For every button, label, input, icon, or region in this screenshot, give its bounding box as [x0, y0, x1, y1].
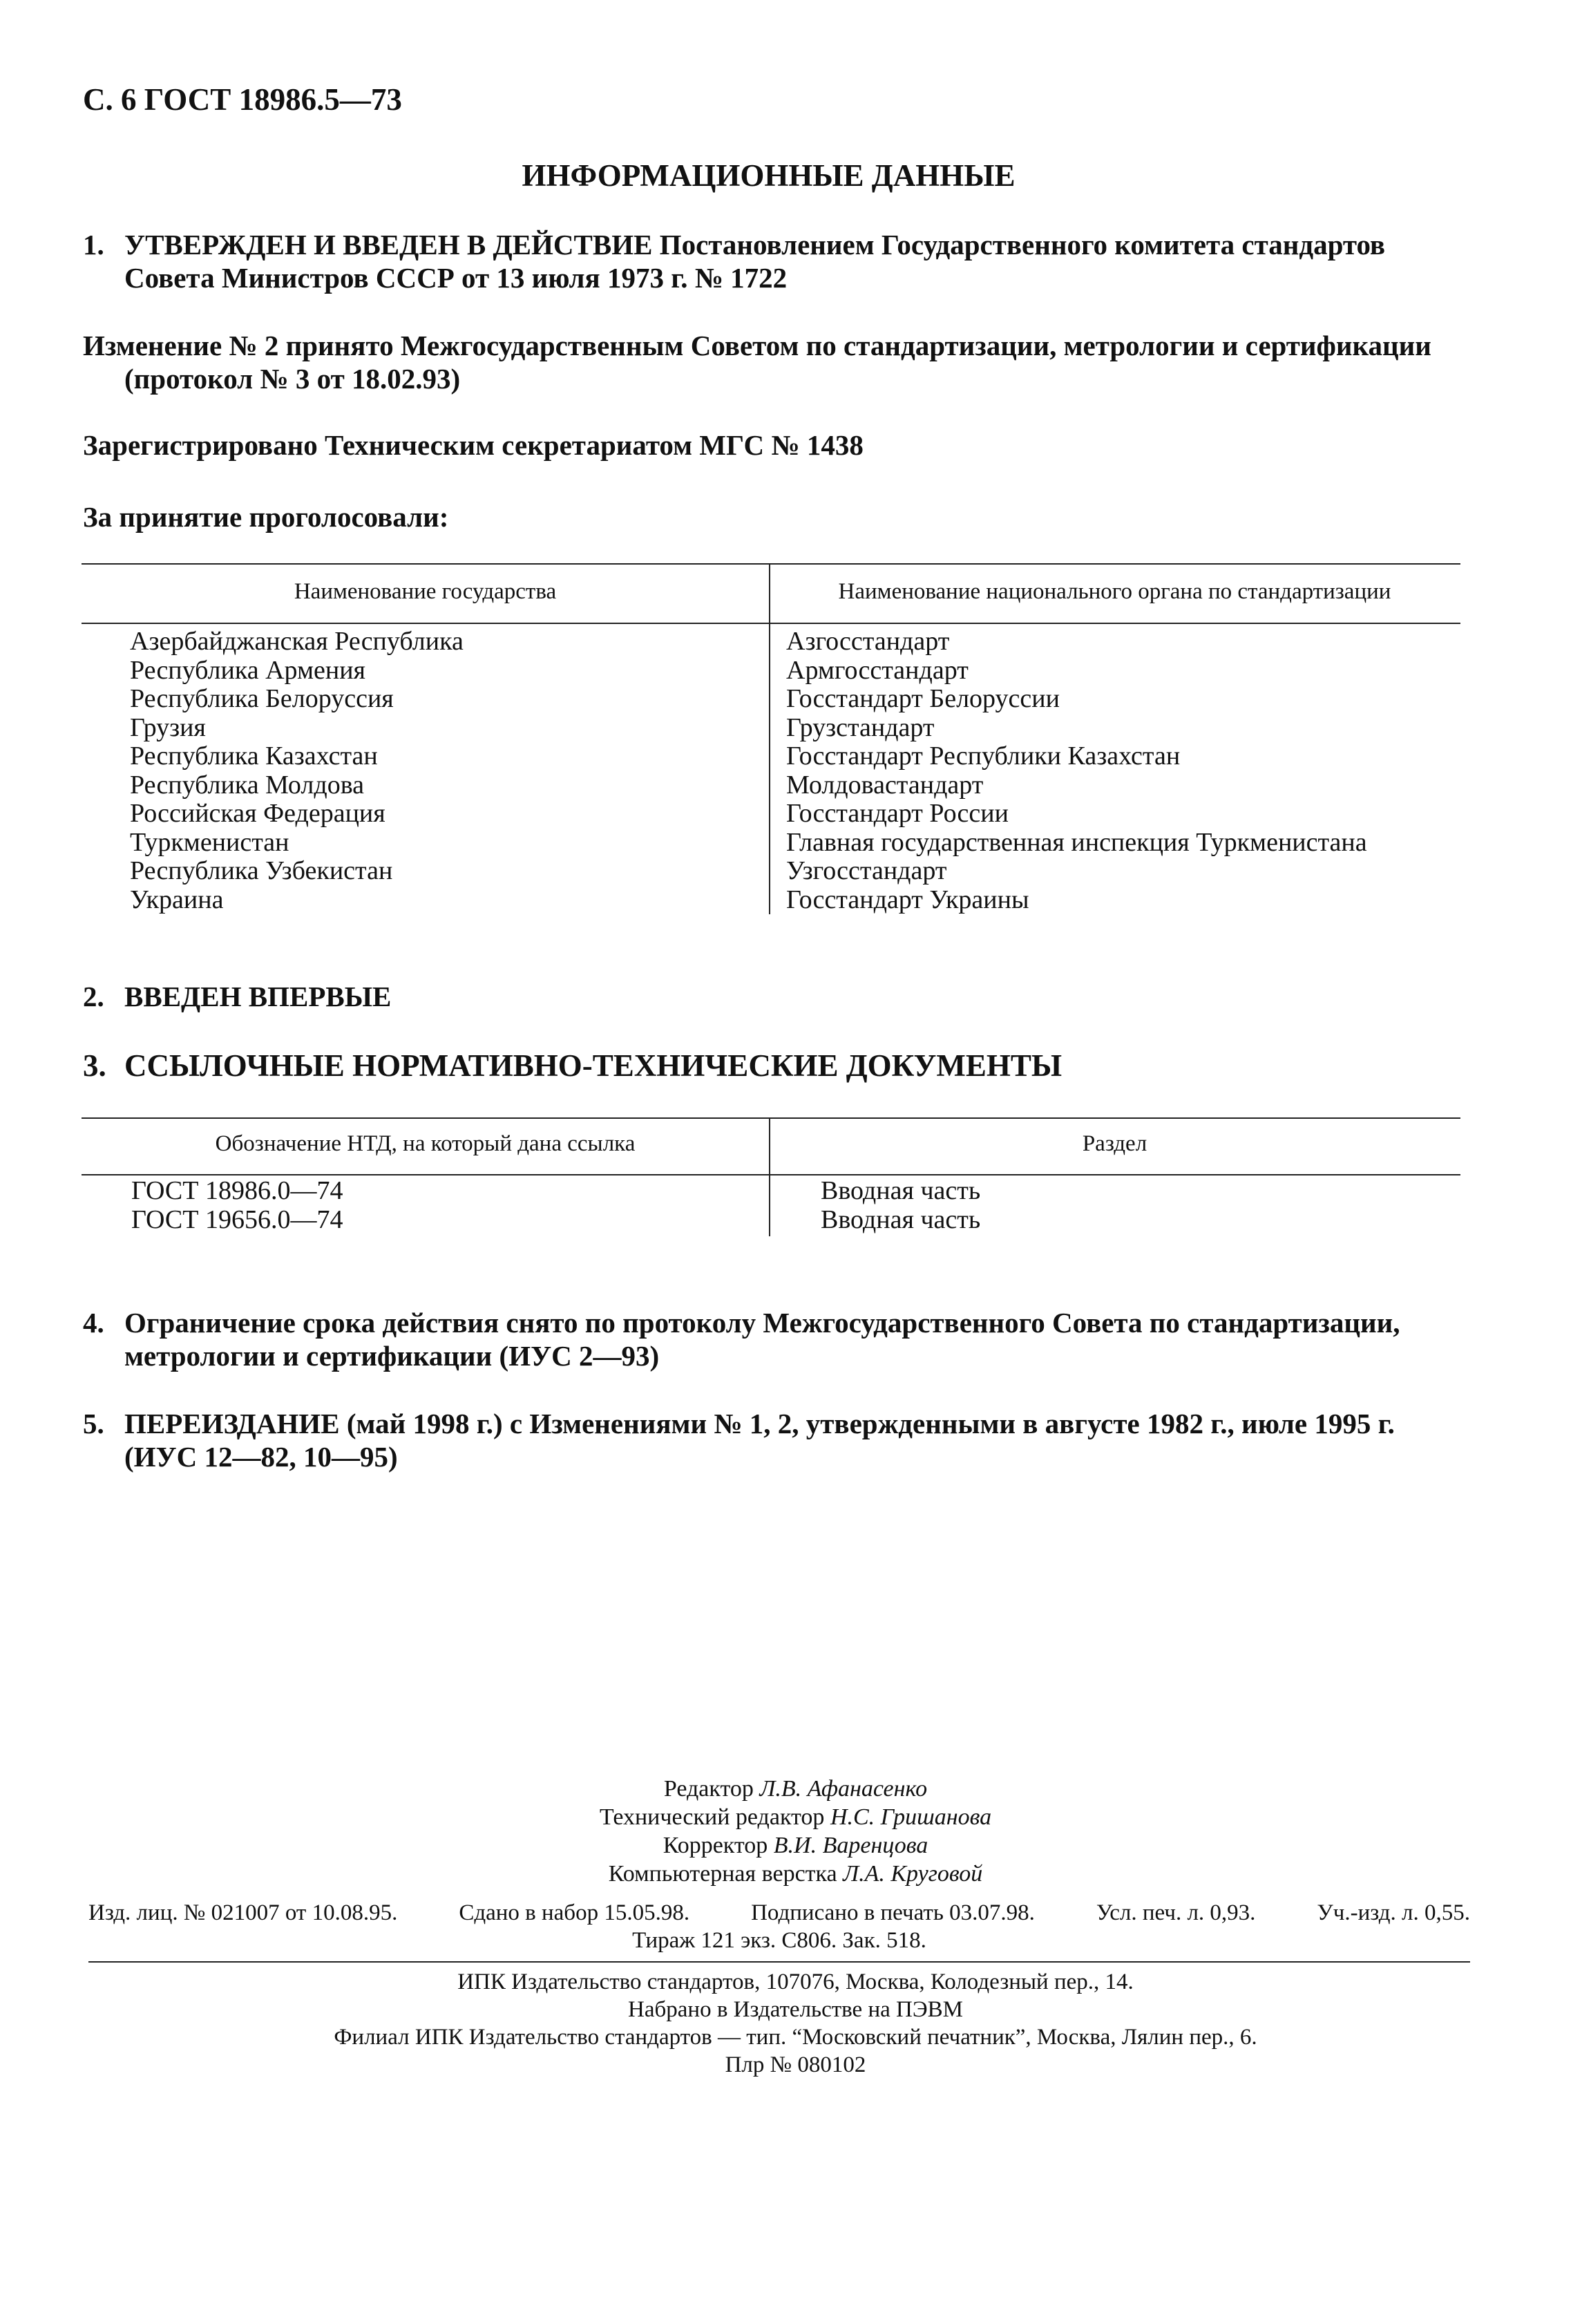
item-text: УТВЕРЖДЕН И ВВЕДЕН В ДЕЙСТВИЕ Постановлением Государственного комитета стандартов Совета Министров СССР от 13 июля 1973 г. № 1722: [124, 229, 1386, 294]
publisher-block: [0, 1968, 1591, 2079]
item-2: [83, 980, 1471, 1013]
imprint-print-sheets: Усл. печ. л. 0,93.: [1096, 1900, 1256, 1925]
table-cell: Республика Армения: [130, 655, 366, 685]
credit-name: Л.А. Круговой: [843, 1861, 983, 1887]
table-cell: Грузия: [130, 712, 206, 742]
table-cell: Республика Молдова: [130, 770, 365, 800]
table-cell: Узгосстандарт: [786, 856, 947, 885]
table-cell: Российская Федерация: [130, 799, 385, 828]
vote-table-header-state: Наименование государства: [294, 579, 557, 604]
item-number: 3.: [83, 1048, 106, 1083]
table-top-rule: [82, 563, 1460, 565]
table-cell: ГОСТ 19656.0—74: [131, 1204, 343, 1234]
voted-label: За принятие проголосовали:: [83, 501, 449, 533]
ref-table-sections: [821, 1177, 980, 1234]
publisher-line: ИПК Издательство стандартов, 107076, Москва, Колодезный пер., 14.: [457, 1969, 1134, 1994]
ref-table-header-section: Раздел: [1082, 1131, 1147, 1156]
item-4: [83, 1306, 1471, 1372]
credit-line: [0, 1860, 1591, 1888]
imprint-run: Тираж 121 экз. С806. Зак. 518.: [632, 1928, 926, 1953]
item-number: 4.: [83, 1307, 104, 1339]
credit-role: Редактор: [663, 1776, 754, 1802]
credits-block: [0, 1775, 1591, 1888]
ref-table-docs: [131, 1177, 343, 1234]
table-cell: Молдовастандарт: [786, 770, 984, 800]
item-5: [83, 1407, 1471, 1473]
table-cell: Украина: [130, 885, 224, 914]
imprint-license: Изд. лиц. № 021007 от 10.08.95.: [88, 1900, 398, 1925]
table-cell: Туркменистан: [130, 827, 289, 857]
vote-table-header-body: Наименование национального органа по стандартизации: [838, 579, 1391, 604]
change-note: [83, 329, 1485, 395]
item-1: [83, 228, 1471, 294]
imprint-signed: Подписано в печать 03.07.98.: [751, 1900, 1035, 1925]
publisher-line: Плр № 080102: [725, 2052, 866, 2077]
vote-table-bodies: [786, 627, 1367, 914]
credit-name: Л.В. Афанасенко: [759, 1776, 928, 1802]
table-cell: Госстандарт Республики Казахстан: [786, 741, 1181, 771]
publisher-rule: [88, 1961, 1470, 1963]
table-cell: Республика Казахстан: [130, 741, 378, 771]
table-cell: Республика Узбекистан: [130, 856, 393, 885]
vote-table-states: [130, 627, 464, 914]
document-title: ИНФОРМАЦИОННЫЕ ДАННЫЕ: [522, 158, 1016, 193]
imprint-typeset: Сдано в набор 15.05.98.: [459, 1900, 690, 1925]
credit-role: Технический редактор: [599, 1804, 825, 1830]
credit-role: Корректор: [663, 1833, 768, 1858]
change-line-2: (протокол № 3 от 18.02.93): [124, 363, 461, 395]
imprint-block: [88, 1899, 1470, 1954]
credit-line: [0, 1831, 1591, 1860]
table-cell: Госстандарт России: [786, 799, 1009, 828]
table-header-rule: [82, 623, 1460, 624]
publisher-line: Набрано в Издательстве на ПЭВМ: [628, 1997, 963, 2022]
table-cell: Вводная часть: [821, 1204, 981, 1234]
page-header: С. 6 ГОСТ 18986.5—73: [83, 82, 402, 117]
table-cell: Вводная часть: [821, 1176, 981, 1205]
table-cell: Республика Белоруссия: [130, 684, 394, 713]
table-cell: Главная государственная инспекция Туркменистана: [786, 827, 1367, 857]
table-cell: ГОСТ 18986.0—74: [131, 1176, 343, 1205]
item-text: ССЫЛОЧНЫЕ НОРМАТИВНО-ТЕХНИЧЕСКИЕ ДОКУМЕНТЫ: [124, 1048, 1063, 1083]
item-text: Ограничение срока действия снято по протоколу Межгосударственного Совета по стандартизации, метрологии и сертификации (ИУС 2—93): [124, 1307, 1400, 1372]
table-cell: Армгосстандарт: [786, 655, 969, 685]
change-line-1: Изменение № 2 принято Межгосударственным Советом по стандартизации, метрологии и сертификации: [83, 330, 1431, 361]
table-cell: Азербайджанская Республика: [130, 627, 464, 656]
item-number: 1.: [83, 229, 104, 261]
ref-table-header-doc: Обозначение НТД, на который дана ссылка: [215, 1131, 636, 1156]
item-text: ПЕРЕИЗДАНИЕ (май 1998 г.) с Изменениями № 1, 2, утвержденными в августе 1982 г., июле 1995 г. (ИУС 12—82, 10—95): [124, 1408, 1395, 1473]
credit-line: [0, 1803, 1591, 1831]
table-cell: Госстандарт Белоруссии: [786, 684, 1060, 713]
credit-name: Н.С. Гришанова: [830, 1804, 992, 1830]
publisher-line: Филиал ИПК Издательство стандартов — тип. “Московский печатник”, Москва, Лялин пер., 6.: [334, 2025, 1257, 2050]
item-number: 5.: [83, 1408, 104, 1439]
credit-line: [0, 1775, 1591, 1803]
ref-table-top-rule: [82, 1117, 1460, 1119]
imprint-pub-sheets: Уч.-изд. л. 0,55.: [1317, 1900, 1470, 1925]
item-number: 2.: [83, 981, 104, 1012]
ref-table-header-rule: [82, 1174, 1460, 1175]
item-3: [83, 1049, 1471, 1082]
credit-name: В.И. Варенцова: [773, 1833, 928, 1858]
registration-note: Зарегистрировано Техническим секретариатом МГС № 1438: [83, 429, 864, 461]
ref-table-column-divider: [769, 1175, 770, 1236]
table-cell: Грузстандарт: [786, 712, 935, 742]
imprint-row: [88, 1899, 1470, 1927]
item-text: ВВЕДЕН ВПЕРВЫЕ: [124, 981, 392, 1012]
table-column-divider: [769, 624, 770, 914]
credit-role: Компьютерная верстка: [608, 1861, 837, 1887]
table-cell: Азгосстандарт: [786, 627, 950, 656]
table-cell: Госстандарт Украины: [786, 885, 1029, 914]
